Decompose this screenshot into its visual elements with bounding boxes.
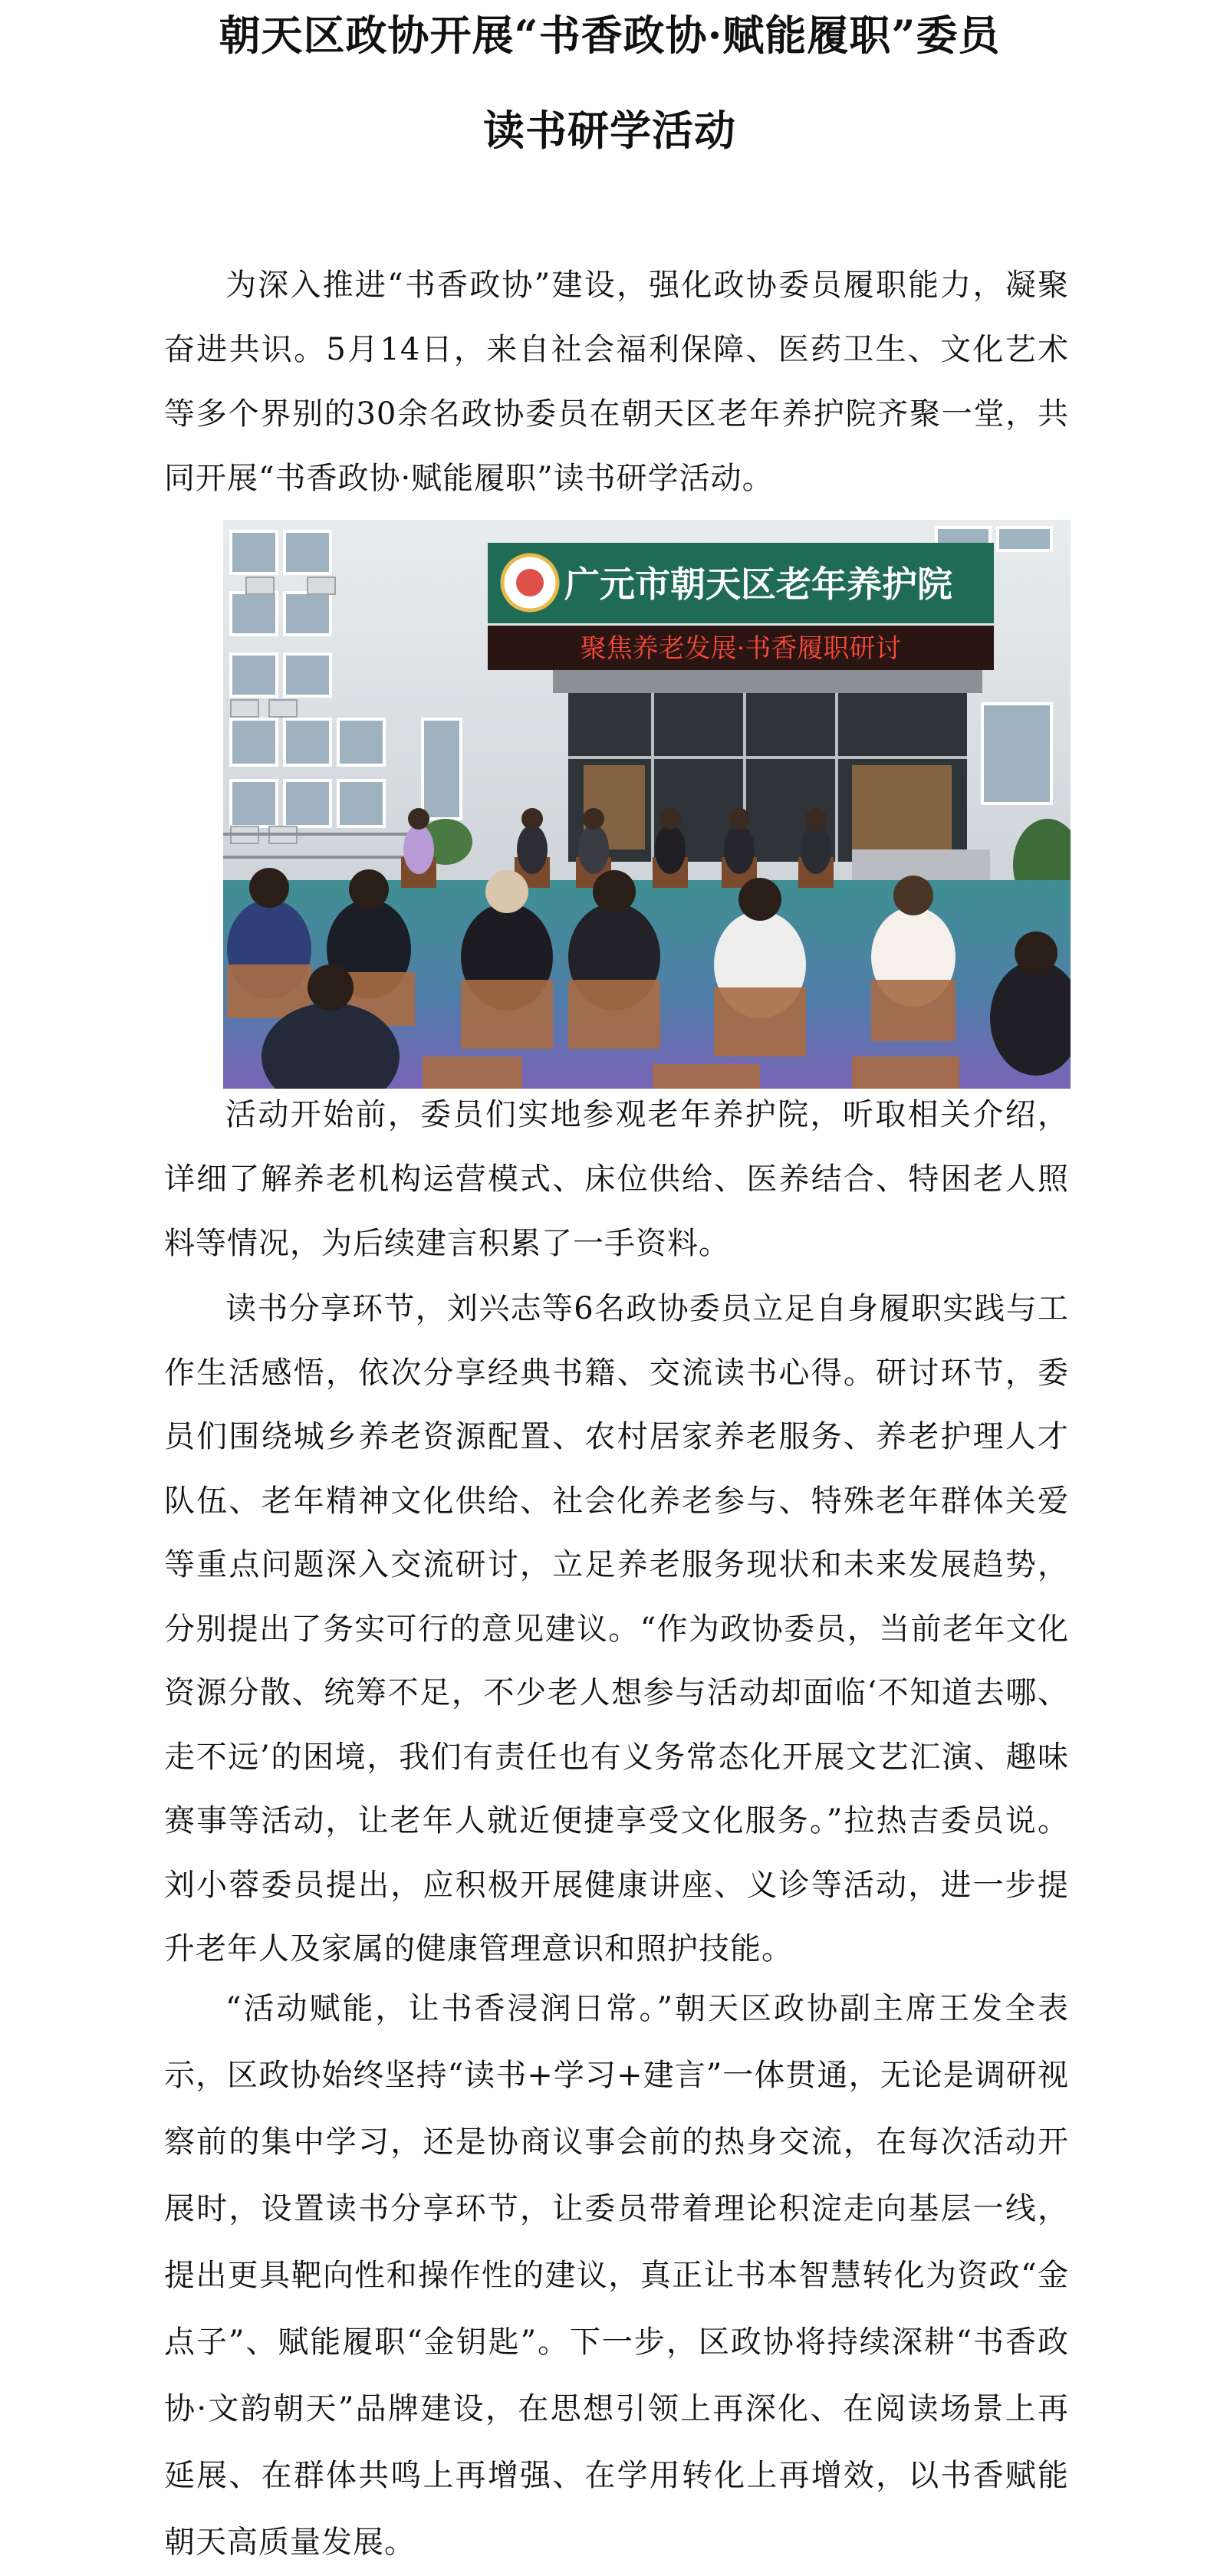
paragraph-sharing: 读书分享环节，刘兴志等6名政协委员立足自身履职实践与工作生活感悟，依次分享经典书籍、交流读书心得。研讨环节，委员们围绕城乡养老资源配置、农村居家养老服务、养老护理人才队伍、老年精神文化供给、社会化养老参与、特殊老年群体关爱等重点问题深入交流研讨，立足养老服务现状和未来发展趋势，分别提出了务实可行的意见建议。“作为政协委员，当前老年文化资源分散、统筹不足，不少老人想参与活动却面临‘不知道去哪、走不远’的困境，我们有责任也有义务常态化开展文艺汇演、趣味赛事等活动，让老年人就近便捷享受文化服务。”拉热吉委员说。刘小蓉委员提出，应积极开展健康讲座、义诊等活动，进一步提升老年人及家属的健康管理意识和照护技能。	[164, 1291, 1069, 1967]
event-photo	[223, 520, 1071, 1089]
paragraph-closing: “活动赋能，让书香浸润日常。”朝天区政协副主席王发全表示，区政协始终坚持“读书+学习+建言”一体贯通，无论是调研视察前的集中学习，还是协商议事会前的热身交流，在每次活动开展时，设置读书分享环节，让委员带着理论积淀走向基层一线，提出更具靶向性和操作性的建议，真正让书本智慧转化为资政“金点子”、赋能履职“金钥匙”。下一步，区政协将持续深耕“书香政协·文韵朝天”品牌建设，在思想引领上再深化、在阅读场景上再延展、在群体共鸣上再增强、在学用转化上再增效，以书香赋能朝天高质量发展。	[164, 1991, 1069, 2560]
paragraph-intro: 为深入推进“书香政协”建设，强化政协委员履职能力，凝聚奋进共识。5月14日，来自社会福利保障、医药卫生、文化艺术等多个界别的30余名政协委员在朝天区老年养护院齐聚一堂，共同开展“书香政协·赋能履职”读书研学活动。	[164, 268, 1069, 496]
event-photo-illustration	[223, 520, 1071, 1089]
entrance-canopy	[553, 670, 982, 693]
article-title-line-1: 朝天区政协开展“书香政协·赋能履职”委员	[219, 11, 1001, 60]
institution-sign-text: 广元市朝天区老年养护院	[564, 564, 952, 605]
article-title-line-2: 读书研学活动	[483, 106, 736, 155]
led-banner-text: 聚焦养老发展·书香履职研讨	[580, 633, 902, 664]
paragraph-visit: 活动开始前，委员们实地参观老年养护院，听取相关介绍，详细了解养老机构运营模式、床位供给、医养结合、特困老人照料等情况，为后续建言积累了一手资料。	[164, 1097, 1069, 1261]
sign-logo-center	[516, 569, 544, 596]
